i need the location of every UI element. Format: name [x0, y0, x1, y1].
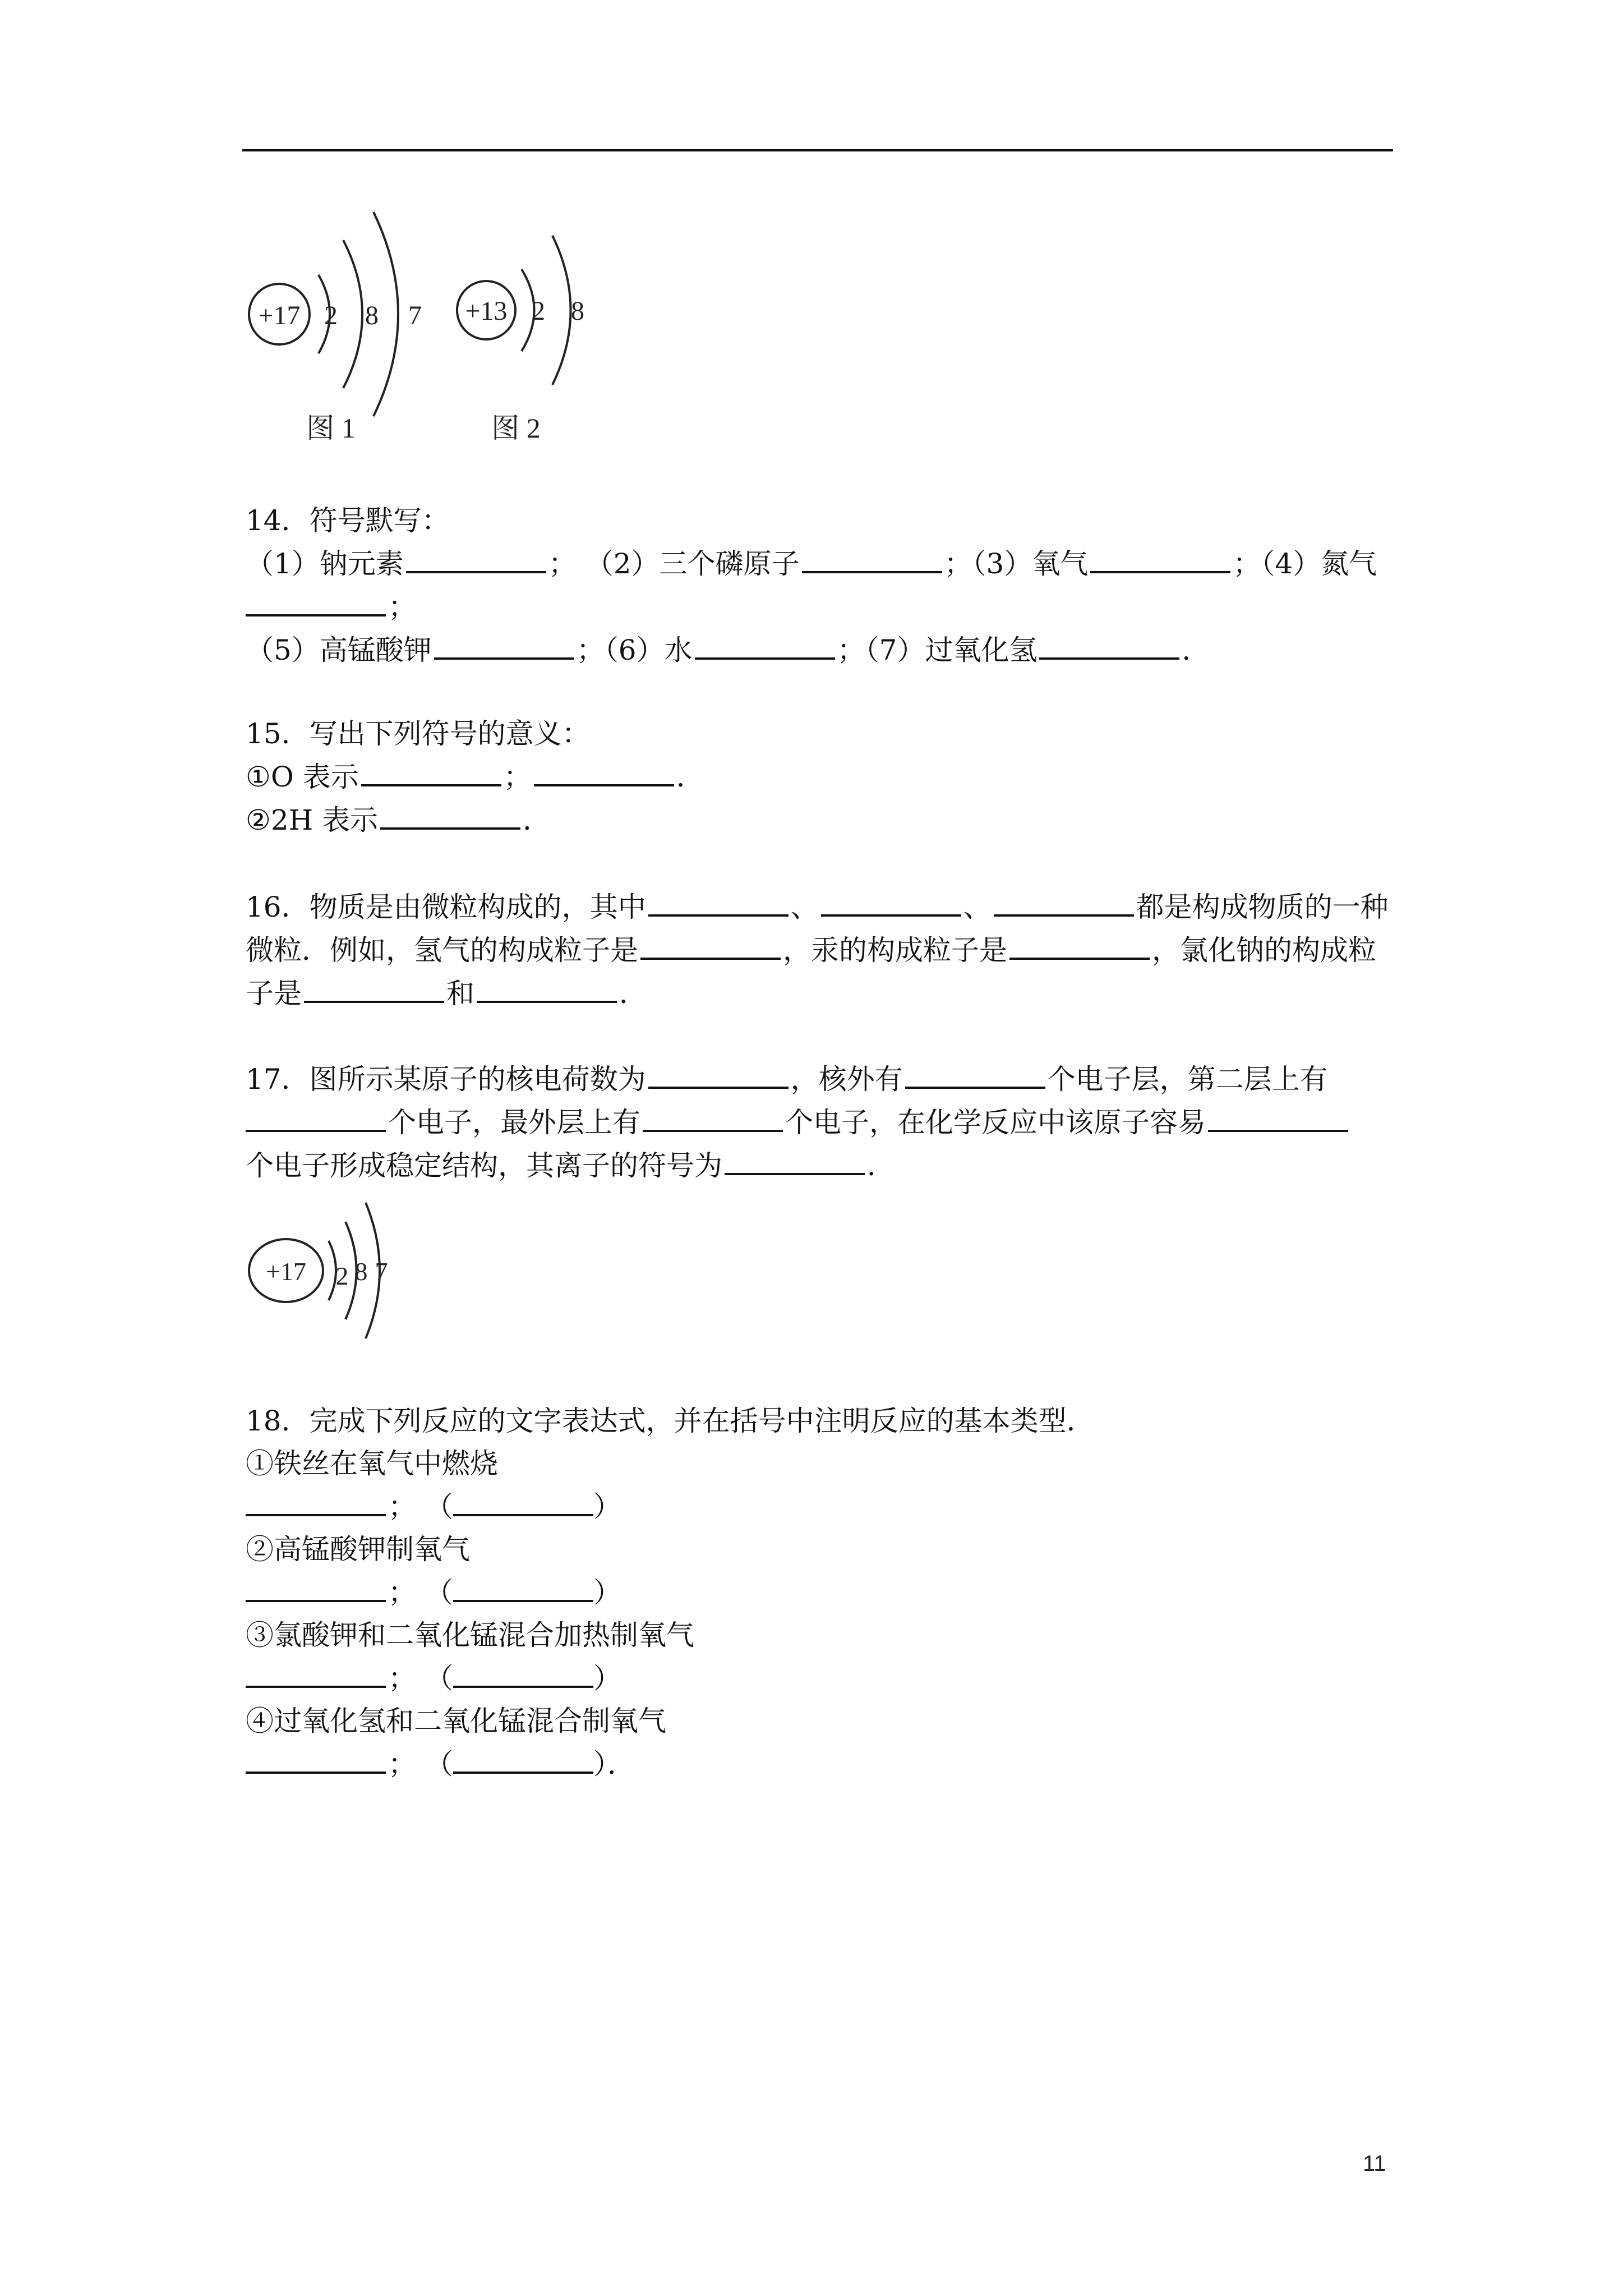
q17-line-2 — [246, 1101, 1395, 1144]
answer-blank[interactable] — [1090, 542, 1230, 573]
q14-part-5: ； — [388, 591, 416, 623]
fig2-shell-2-arc — [552, 236, 571, 385]
q14-part-4: ；（4）氮气 — [1233, 547, 1377, 580]
question-18 — [246, 1400, 1395, 1786]
q15-line-1 — [246, 755, 1395, 798]
q18-sep: ； （ — [388, 1490, 453, 1523]
q16-text: ，汞的构成粒子是 — [783, 934, 1007, 967]
answer-blank[interactable] — [304, 972, 444, 1003]
answer-blank[interactable] — [246, 1101, 386, 1132]
fig2-nucleus-label: +13 — [465, 296, 508, 326]
reaction-type-blank[interactable] — [453, 1485, 593, 1516]
q15-2h-label: ②2H 表示 — [246, 804, 379, 836]
q16-text: 微粒．例如，氢气的构成粒子是 — [246, 934, 638, 967]
q14-part-3: ；（3）氧气 — [944, 547, 1089, 580]
answer-blank[interactable] — [477, 972, 617, 1003]
q15-period: ． — [676, 761, 704, 793]
q16-line-3 — [246, 972, 1395, 1015]
q15-period: ． — [523, 804, 551, 836]
page-number: 11 — [1363, 2151, 1386, 2176]
reaction-type-blank[interactable] — [453, 1657, 593, 1688]
answer-blank[interactable] — [1039, 628, 1179, 660]
answer-blank[interactable] — [648, 885, 789, 917]
q18-item-4: ④过氧化氢和二氧化锰混合制氧气 — [246, 1705, 666, 1737]
answer-blank[interactable] — [648, 1057, 789, 1089]
q16-text: 都是构成物质的一种 — [1136, 891, 1389, 923]
q15-o-label: ①O 表示 — [246, 761, 359, 793]
q14-line-1 — [246, 542, 1395, 585]
q14-part-7: ；（6）水 — [576, 634, 693, 666]
q17-line-3 — [246, 1144, 1395, 1187]
answer-blank[interactable] — [695, 628, 835, 660]
q17-shell-1-count: 2 — [335, 1262, 349, 1290]
q15-line-2 — [246, 798, 1395, 841]
q18-answer-row-3 — [246, 1657, 1395, 1700]
q17-text: ． — [867, 1149, 895, 1182]
answer-blank[interactable] — [821, 885, 961, 917]
q14-line-3 — [246, 628, 1395, 671]
q17-text: 个电子层，第二层上有 — [1047, 1063, 1328, 1096]
q18-answer-row-4 — [246, 1742, 1395, 1786]
q17-line-1 — [246, 1057, 1395, 1101]
q18-item-3: ③氯酸钾和二氧化锰混合加热制氧气 — [246, 1619, 694, 1651]
question-16 — [246, 885, 1395, 1015]
answer-blank[interactable] — [802, 542, 942, 573]
q18-sep: ； （ — [388, 1748, 453, 1780]
reaction-type-blank[interactable] — [453, 1571, 593, 1602]
q14-part-1: （1）钠元素 — [246, 547, 404, 580]
fig1-nucleus-label: +17 — [258, 301, 301, 330]
q16-text: 16．物质是由微粒构成的，其中 — [246, 891, 646, 923]
answer-blank[interactable] — [1208, 1101, 1348, 1132]
q18-title: 18．完成下列反应的文字表达式，并在括号中注明反应的基本类型． — [246, 1405, 1095, 1437]
q14-part-6: （5）高锰酸钾 — [246, 634, 432, 666]
q14-line-2 — [246, 585, 1395, 628]
q15-semicolon: ； — [503, 761, 532, 793]
answer-blank[interactable] — [361, 755, 501, 786]
q18-item-2: ②高锰酸钾制氧气 — [246, 1533, 470, 1566]
q18-close: ） — [593, 1662, 621, 1695]
q17-shell-2-count: 8 — [354, 1257, 368, 1286]
atom-diagrams-fig1-fig2 — [241, 208, 623, 454]
q17-text: 个电子形成稳定结构，其离子的符号为 — [246, 1149, 722, 1182]
q14-part-8: ；（7）过氧化氢 — [837, 634, 1038, 666]
q17-nucleus-label: +17 — [266, 1257, 306, 1286]
q16-text: ，氯化钠的构成粒 — [1152, 934, 1376, 967]
q16-text: 、 — [790, 891, 819, 923]
q18-sep: ； （ — [388, 1662, 453, 1695]
answer-blank[interactable] — [994, 885, 1134, 917]
fig1-diagram — [249, 212, 422, 444]
answer-blank[interactable] — [905, 1057, 1045, 1089]
q17-shell-3-count: 7 — [375, 1257, 388, 1286]
answer-blank[interactable] — [643, 1101, 783, 1132]
q18-answer-row-1 — [246, 1485, 1395, 1528]
q16-line-2 — [246, 928, 1395, 972]
q17-text: 个电子，最外层上有 — [388, 1106, 640, 1139]
q18-close: ） — [593, 1490, 621, 1523]
q18-sep: ； （ — [388, 1576, 453, 1609]
fig2-caption: 图 2 — [491, 412, 541, 444]
answer-blank[interactable] — [380, 798, 520, 830]
answer-blank[interactable] — [246, 1485, 386, 1516]
answer-blank[interactable] — [1009, 928, 1150, 960]
q14-title: 14．符号默写： — [246, 504, 450, 537]
question-14 — [246, 499, 1395, 671]
q18-close: ） — [593, 1576, 621, 1609]
fig2-shell-2-count: 8 — [571, 296, 584, 326]
answer-blank[interactable] — [246, 1657, 386, 1688]
fig1-shell-1-count: 2 — [324, 301, 338, 330]
reaction-type-blank[interactable] — [453, 1742, 593, 1774]
q16-text: ． — [619, 977, 647, 1010]
answer-blank[interactable] — [246, 585, 386, 616]
answer-blank[interactable] — [534, 755, 674, 786]
atom-diagram-q17 — [247, 1200, 415, 1346]
answer-blank[interactable] — [246, 1571, 386, 1602]
q18-close: ）． — [593, 1748, 635, 1780]
q16-text: 子是 — [246, 977, 302, 1010]
q16-line-1 — [246, 885, 1395, 928]
question-17 — [246, 1057, 1395, 1187]
q17-shell-1-arc — [329, 1241, 336, 1300]
answer-blank[interactable] — [640, 928, 781, 960]
header-rule — [242, 149, 1393, 151]
answer-blank[interactable] — [246, 1742, 386, 1774]
fig1-shell-2-count: 8 — [365, 301, 379, 330]
answer-blank[interactable] — [434, 628, 574, 660]
q18-answer-row-2 — [246, 1571, 1395, 1614]
q14-part-2: ； （2）三个磷原子 — [548, 547, 800, 580]
fig1-caption: 图 1 — [306, 412, 356, 444]
q17-text: 17．图所示某原子的核电荷数为 — [246, 1063, 646, 1096]
q17-text: 个电子，在化学反应中该原子容易 — [785, 1106, 1206, 1139]
fig1-shell-2-arc — [343, 240, 362, 388]
answer-blank[interactable] — [406, 542, 546, 573]
q14-part-9: ． — [1182, 634, 1210, 666]
q17-text: ，核外有 — [790, 1063, 903, 1096]
fig2-diagram — [457, 236, 584, 444]
fig2-shell-1-count: 2 — [532, 296, 545, 326]
q16-text: 、 — [963, 891, 992, 923]
question-15 — [246, 712, 1395, 841]
fig1-shell-3-count: 7 — [408, 301, 422, 330]
q16-text: 和 — [446, 977, 474, 1010]
answer-blank[interactable] — [725, 1144, 865, 1175]
q18-item-1: ①铁丝在氧气中燃烧 — [246, 1447, 498, 1480]
q15-title: 15．写出下列符号的意义： — [246, 717, 590, 750]
